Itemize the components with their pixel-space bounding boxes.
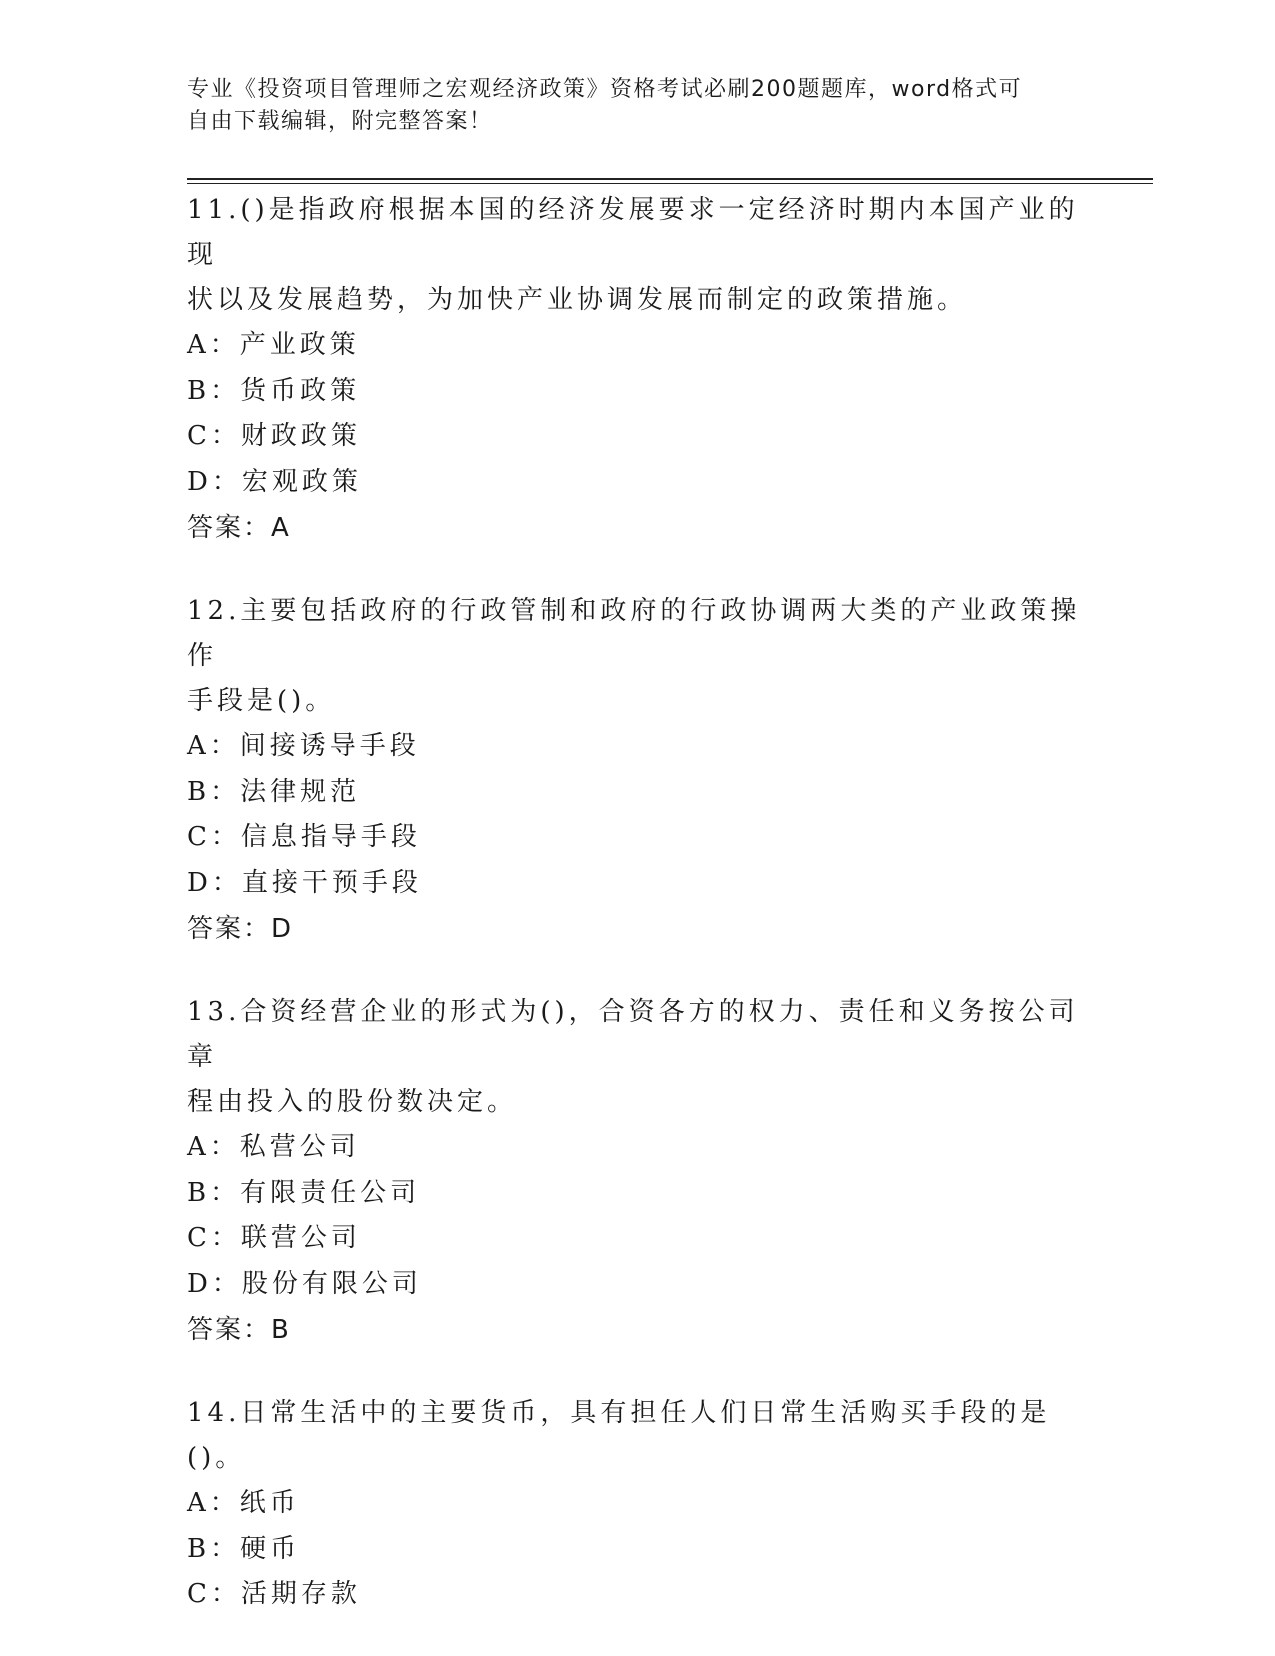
option-d: D：宏观政策: [187, 466, 362, 497]
option-d: D：股份有限公司: [187, 1268, 422, 1299]
question-stem: [187, 1391, 1087, 1481]
document-header: [187, 74, 1067, 138]
stem-line-2: 程由投入的股份数决定。: [187, 1087, 518, 1117]
option-c: C：联营公司: [187, 1223, 361, 1253]
header-divider-thin: [187, 183, 1153, 184]
question-14: [187, 1391, 1087, 1618]
header-line-2: 自由下载编辑，附完整答案！: [187, 109, 493, 134]
stem-line-2: 状以及发展趋势，为加快产业协调发展而制定的政策措施。: [187, 285, 968, 315]
question-11: [187, 188, 1087, 551]
option-a: A：纸币: [187, 1488, 300, 1518]
question-stem: [187, 188, 1087, 323]
option-c: C：活期存款: [187, 1579, 361, 1609]
answer-line: 答案：D: [187, 914, 294, 944]
option-a: A：私营公司: [187, 1132, 360, 1162]
header-line-1: 专业《投资项目管理师之宏观经济政策》资格考试必刷200题题库，word格式可: [187, 77, 1023, 102]
question-stem: [187, 589, 1087, 724]
header-divider-thick: [187, 178, 1153, 180]
option-a: A：间接诱导手段: [187, 731, 420, 761]
stem-line-1: 11.()是指政府根据本国的经济发展要求一定经济时期内本国产业的现: [187, 195, 1079, 270]
option-c: C：信息指导手段: [187, 822, 421, 852]
option-c: C：财政政策: [187, 421, 361, 451]
question-12: [187, 589, 1087, 952]
option-b: B：法律规范: [187, 776, 361, 807]
option-d: D：直接干预手段: [187, 867, 422, 898]
option-b: B：硬币: [187, 1533, 301, 1564]
question-stem: [187, 990, 1087, 1125]
option-a: A：产业政策: [187, 330, 360, 360]
stem-line-2: 手段是()。: [187, 686, 336, 716]
stem-line-1: 12.主要包括政府的行政管制和政府的行政协调两大类的产业政策操作: [187, 596, 1081, 671]
question-list: [187, 188, 1087, 1656]
option-b: B：有限责任公司: [187, 1177, 421, 1208]
option-b: B：货币政策: [187, 375, 361, 406]
stem-line-1: 14.日常生活中的主要货币，具有担任人们日常生活购买手段的是()。: [187, 1398, 1051, 1473]
question-13: [187, 990, 1087, 1353]
answer-line: 答案：A: [187, 513, 291, 543]
answer-line: 答案：B: [187, 1315, 291, 1345]
stem-line-1: 13.合资经营企业的形式为()，合资各方的权力、责任和义务按公司章: [187, 997, 1079, 1072]
